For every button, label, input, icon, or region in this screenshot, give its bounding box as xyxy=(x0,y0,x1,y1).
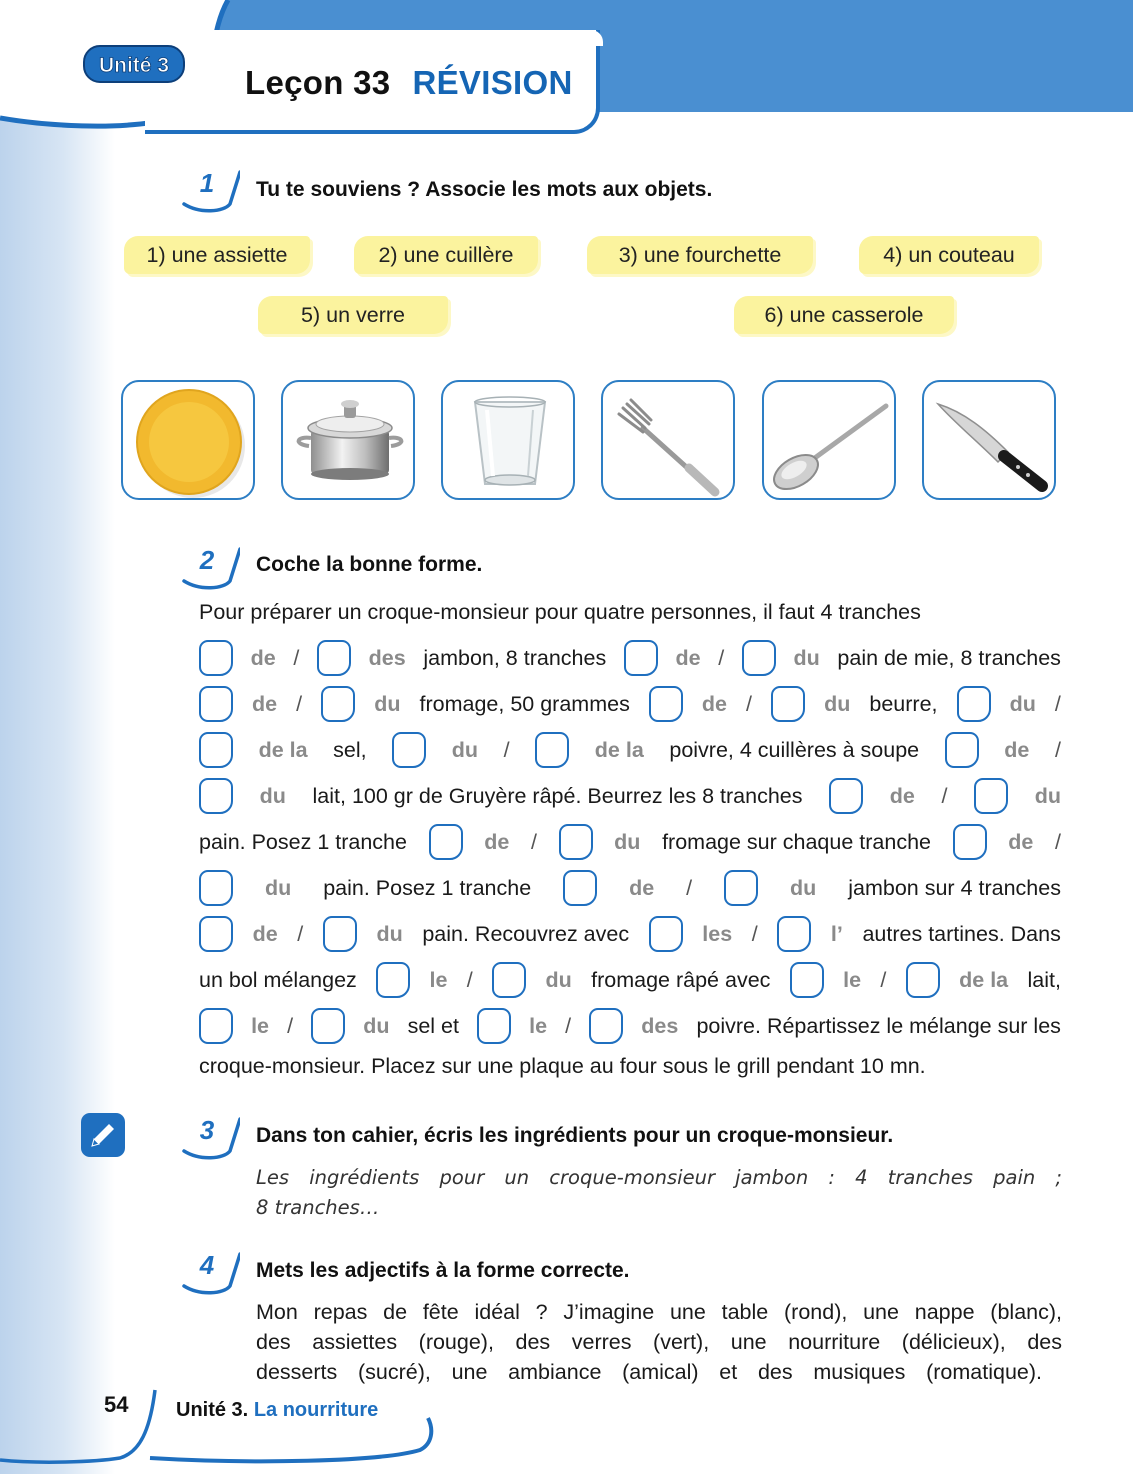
word-chip-5[interactable]: 5) un verre xyxy=(258,296,448,334)
knife-icon xyxy=(924,382,1056,500)
page-title xyxy=(245,64,573,102)
checkbox[interactable] xyxy=(829,778,863,814)
checkbox[interactable] xyxy=(559,824,593,860)
checkbox[interactable] xyxy=(906,962,940,998)
checkbox[interactable] xyxy=(945,732,979,768)
text-line: Pour préparer un croque-monsieur pour quatre personnes, il faut 4 tranches xyxy=(199,599,921,624)
object-image-plate[interactable] xyxy=(121,380,255,500)
checkbox[interactable] xyxy=(477,1008,511,1044)
pencil-icon xyxy=(80,1112,126,1158)
exercise-1-title: Tu te souviens ? Associe les mots aux objets. xyxy=(256,178,713,201)
object-image-knife[interactable] xyxy=(922,380,1056,500)
page-number: 54 xyxy=(104,1392,129,1417)
checkbox[interactable] xyxy=(589,1008,623,1044)
text-line: de la sel, du / de la poivre, 4 cuillères à soupe de / xyxy=(199,728,1061,772)
unit-badge xyxy=(82,44,186,84)
object-image-fork[interactable] xyxy=(601,380,735,500)
footer-decor xyxy=(0,1380,450,1474)
checkbox[interactable] xyxy=(492,962,526,998)
checkbox[interactable] xyxy=(321,686,355,722)
left-decor-band xyxy=(0,0,115,1474)
checkbox[interactable] xyxy=(199,732,233,768)
checkbox[interactable] xyxy=(311,1008,345,1044)
unit-badge-text: Unité 3 xyxy=(98,54,170,77)
word-chip-2[interactable]: 2) une cuillère xyxy=(354,236,538,274)
lesson-title: RÉVISION xyxy=(412,64,573,101)
checkbox[interactable] xyxy=(771,686,805,722)
word-chip-1[interactable]: 1) une assiette xyxy=(124,236,310,274)
checkbox[interactable] xyxy=(777,916,811,952)
checkbox[interactable] xyxy=(953,824,987,860)
object-image-glass[interactable] xyxy=(441,380,575,500)
checkbox[interactable] xyxy=(376,962,410,998)
exercise-4-line-3: desserts (sucré), une ambiance (amical) et des musiques (romatique). xyxy=(256,1360,1042,1384)
checkbox[interactable] xyxy=(957,686,991,722)
plate-icon xyxy=(123,382,255,500)
checkbox[interactable] xyxy=(199,778,233,814)
text-line: croque-monsieur. Placez sur une plaque au four sous le grill pendant 10 mn. xyxy=(199,1053,926,1078)
exercise-3-example-line-1: Les ingrédients pour un croque-monsieur jambon : 4 tranches pain ; xyxy=(256,1166,1062,1189)
checkbox[interactable] xyxy=(317,640,351,676)
text-line: de / des jambon, 8 tranches de / du pain de mie, 8 tranches xyxy=(199,636,1061,680)
footer-unit: Unité 3. xyxy=(176,1399,249,1421)
exercise-3-title: Dans ton cahier, écris les ingrédients pour un croque-monsieur. xyxy=(256,1124,894,1147)
checkbox[interactable] xyxy=(199,916,233,952)
checkbox[interactable] xyxy=(535,732,569,768)
checkbox[interactable] xyxy=(724,870,758,906)
checkbox[interactable] xyxy=(974,778,1008,814)
object-image-spoon[interactable] xyxy=(762,380,896,500)
text-line: du lait, 100 gr de Gruyère râpé. Beurrez les 8 tranches de / du xyxy=(199,774,1061,818)
checkbox[interactable] xyxy=(429,824,463,860)
lesson-number: Leçon 33 xyxy=(245,64,391,101)
exercise-4-title: Mets les adjectifs à la forme correcte. xyxy=(256,1259,630,1282)
text-line: du pain. Posez 1 tranche de / du jambon sur 4 tranches xyxy=(199,866,1061,910)
checkbox[interactable] xyxy=(742,640,776,676)
exercise-2-number: 2 xyxy=(180,545,240,595)
spoon-icon xyxy=(764,382,896,500)
checkbox[interactable] xyxy=(649,916,683,952)
text-line: de / du fromage, 50 grammes de / du beurre, du / xyxy=(199,682,1061,726)
checkbox[interactable] xyxy=(199,1008,233,1044)
word-chip-6[interactable]: 6) une casserole xyxy=(734,296,954,334)
checkbox[interactable] xyxy=(790,962,824,998)
exercise-4-line-2: des assiettes (rouge), des verres (vert), une nourriture (délicieux), des xyxy=(256,1330,1062,1354)
exercise-3-example-line-2: 8 tranches… xyxy=(256,1196,380,1219)
pot-icon xyxy=(283,382,415,500)
word-chip-4[interactable]: 4) un couteau xyxy=(859,236,1039,274)
exercise-1-number: 1 xyxy=(180,168,240,218)
object-image-pot[interactable] xyxy=(281,380,415,500)
exercise-4-number: 4 xyxy=(180,1250,240,1300)
checkbox[interactable] xyxy=(392,732,426,768)
checkbox[interactable] xyxy=(199,640,233,676)
text-line: un bol mélangez le / du fromage râpé avec le / de la lait, xyxy=(199,958,1061,1002)
text-line: le / du sel et le / des poivre. Répartissez le mélange sur les xyxy=(199,1004,1061,1048)
checkbox[interactable] xyxy=(323,916,357,952)
text-line: de / du pain. Recouvrez avec les / l’ autres tartines. Dans xyxy=(199,912,1061,956)
exercise-2-title: Coche la bonne forme. xyxy=(256,553,483,576)
checkbox[interactable] xyxy=(649,686,683,722)
word-chip-3[interactable]: 3) une fourchette xyxy=(587,236,813,274)
footer-unit-name: La nourriture xyxy=(253,1399,379,1421)
checkbox[interactable] xyxy=(624,640,658,676)
glass-icon xyxy=(443,382,575,500)
exercise-4-line-1: Mon repas de fête idéal ? J’imagine une table (rond), une nappe (blanc), xyxy=(256,1300,1062,1324)
checkbox[interactable] xyxy=(199,870,233,906)
text-line: pain. Posez 1 tranche de / du fromage sur chaque tranche de / xyxy=(199,820,1061,864)
fork-icon xyxy=(603,382,735,500)
checkbox[interactable] xyxy=(563,870,597,906)
footer-unit-title xyxy=(176,1399,378,1422)
exercise-3-number: 3 xyxy=(180,1115,240,1165)
checkbox[interactable] xyxy=(199,686,233,722)
